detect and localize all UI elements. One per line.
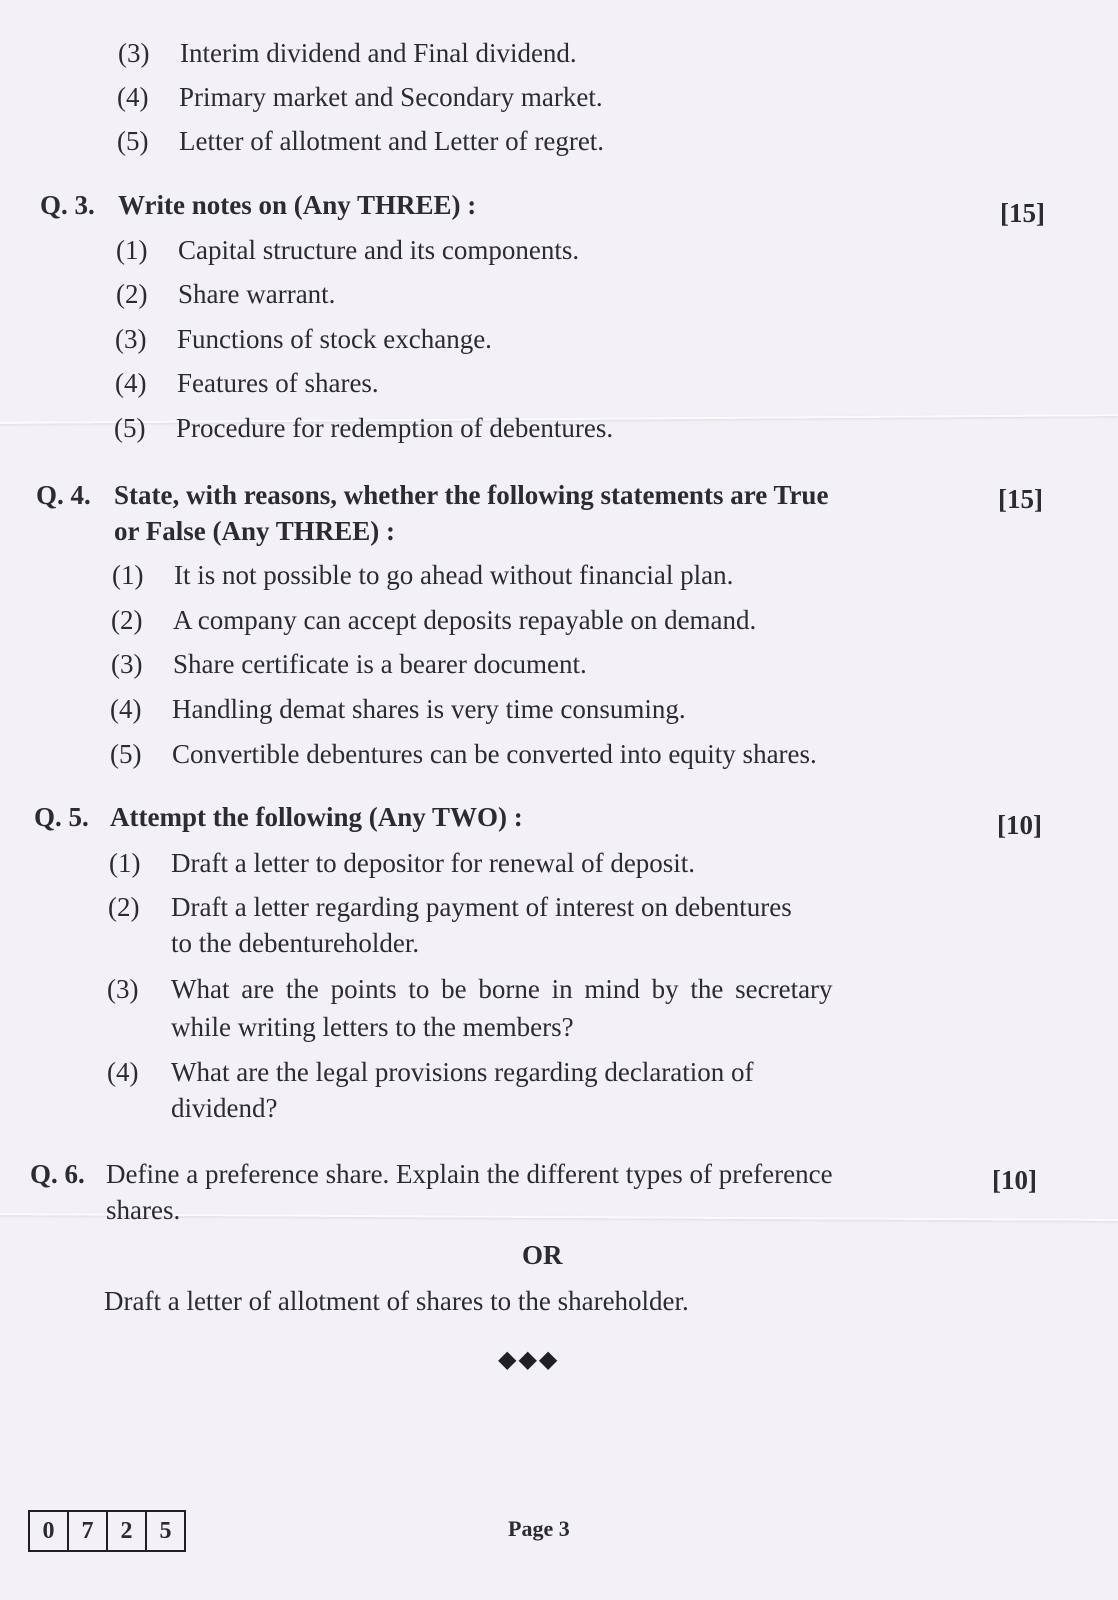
question-3-marks: [15]: [1000, 198, 1045, 228]
paper-code-digit: 0: [30, 1512, 69, 1550]
question-4-marks: [15]: [998, 484, 1043, 514]
item-number: (2): [108, 892, 140, 922]
question-5-marks: [10]: [997, 810, 1042, 840]
item-number: (1): [112, 560, 144, 590]
question-number: Q. 5.: [34, 802, 89, 832]
item-number: (4): [115, 368, 147, 398]
question-number: Q. 4.: [36, 480, 91, 510]
item-number: (3): [115, 324, 147, 354]
item-text: Convertible debentures can be converted into equity shares.: [172, 739, 817, 769]
item-number: (2): [116, 279, 148, 309]
page-number: Page 3: [508, 1516, 570, 1541]
question-title-line1: State, with reasons, whether the following statements are True: [114, 480, 829, 510]
end-of-paper-diamonds: ◆◆◆: [498, 1347, 560, 1373]
paper-code-digit: 7: [69, 1512, 108, 1550]
item-text: Interim dividend and Final dividend.: [180, 38, 577, 68]
item-text-line1: Draft a letter regarding payment of interest on debentures: [171, 892, 792, 922]
item-text: It is not possible to go ahead without financial plan.: [174, 560, 734, 590]
question-number: Q. 6.: [30, 1159, 85, 1189]
item-text-line2: while writing letters to the members?: [171, 1012, 574, 1042]
item-number: (5): [110, 739, 142, 769]
question-title: Attempt the following (Any TWO) :: [110, 802, 523, 832]
item-number: (1): [116, 235, 148, 265]
item-text-line1: What are the legal provisions regarding declaration of: [171, 1057, 754, 1087]
item-text-line1: What are the points to be borne in mind by the secretary: [171, 974, 833, 1004]
question-number: Q. 3.: [40, 190, 95, 220]
item-text: Letter of allotment and Letter of regret.: [179, 126, 605, 156]
item-number: (5): [117, 126, 149, 156]
item-number: (4): [110, 694, 142, 724]
item-number: (1): [109, 848, 141, 878]
question-title-line2: or False (Any THREE) :: [114, 516, 396, 546]
question-text-line2: shares.: [106, 1195, 181, 1225]
alternative-question: Draft a letter of allotment of shares to the shareholder.: [104, 1286, 689, 1316]
item-text: Functions of stock exchange.: [177, 324, 492, 354]
paper-code-box: [28, 1510, 186, 1552]
item-number: (3): [118, 38, 150, 68]
item-text: Procedure for redemption of debentures.: [176, 413, 614, 443]
question-text-line1: Define a preference share. Explain the different types of preference: [106, 1159, 833, 1189]
item-number: (5): [114, 413, 146, 443]
item-number: (3): [107, 974, 139, 1004]
paper-code-digit: 5: [159, 1518, 172, 1544]
item-number: (3): [111, 649, 143, 679]
item-text: Share certificate is a bearer document.: [173, 649, 587, 679]
item-text-line2: to the debentureholder.: [171, 928, 420, 958]
item-number: (2): [111, 605, 143, 635]
item-number: (4): [107, 1057, 139, 1087]
paper-code-digit: 2: [108, 1512, 147, 1550]
item-text-line2: dividend?: [171, 1093, 278, 1123]
item-text: Primary market and Secondary market.: [179, 82, 603, 112]
question-6-marks: [10]: [992, 1165, 1037, 1195]
item-text: Features of shares.: [177, 368, 379, 398]
item-text: A company can accept deposits repayable on demand.: [173, 605, 757, 635]
item-text: Capital structure and its components.: [178, 235, 580, 265]
item-text: Share warrant.: [178, 279, 336, 309]
question-title: Write notes on (Any THREE) :: [118, 190, 477, 220]
item-number: (4): [117, 82, 149, 112]
item-text: Draft a letter to depositor for renewal of deposit.: [171, 848, 696, 878]
or-separator: OR: [522, 1240, 563, 1270]
item-text: Handling demat shares is very time consuming.: [172, 694, 686, 724]
